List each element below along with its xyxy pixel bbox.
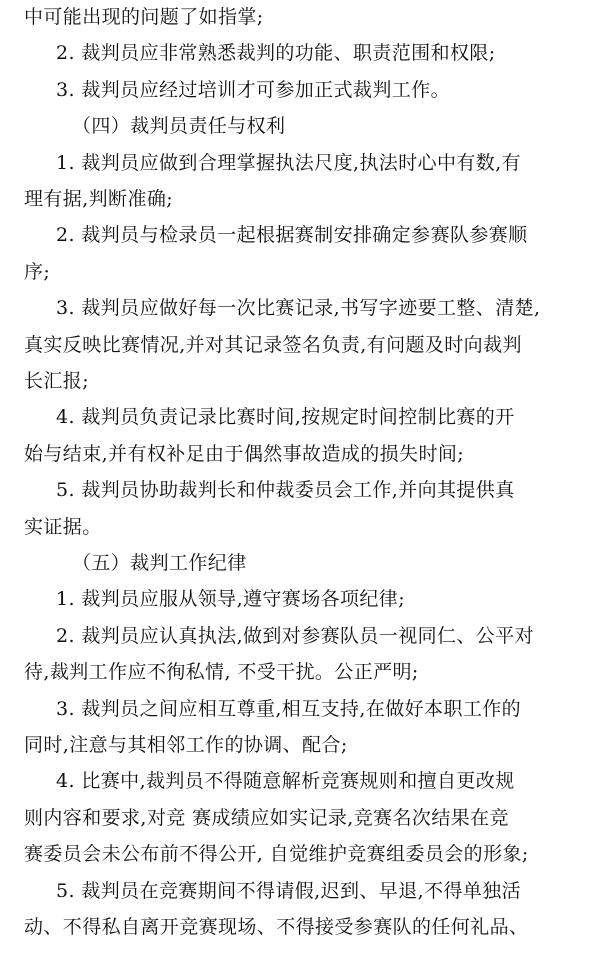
text-line: 3. 裁判员应做好每一次比赛记录,书写字迹要工整、清楚, [56,297,541,320]
text-line: 1. 裁判员应服从领导,遵守赛场各项纪律; [56,588,406,611]
text-line: 2. 裁判员应认真执法,做到对参赛队员一视同仁、公平对 [56,624,535,647]
text-line: 理有据,判断准确; [24,188,174,210]
text-line: 2. 裁判员应非常熟悉裁判的功能、职责范围和权限; [56,42,496,65]
text-line: 真实反映比赛情况,并对其记录签名负责,有问题及时向裁判 [24,333,522,356]
text-line: 始与结束,并有权补足由于偶然事故造成的损失时间; [24,442,465,465]
text-line: （四）裁判员责任与权利 [72,115,286,138]
text-line: 赛委员会未公布前不得公开, 自觉维护竞赛组委员会的形象; [24,843,529,866]
text-line: 动、不得私自离开竞赛现场、不得接受参赛队的任何礼品、 [24,916,529,938]
text-line: 4. 裁判员负责记录比赛时间,按规定时间控制比赛的开 [56,406,515,429]
text-line: 同时,注意与其相邻工作的协调、配合; [24,734,348,756]
text-line: 5. 裁判员协助裁判长和仲裁委员会工作,并向其提供真 [56,479,515,502]
text-line: 2. 裁判员与检录员一起根据赛制安排确定参赛队参赛顺 [56,224,528,247]
text-line: 3. 裁判员之间应相互尊重,相互支持,在做好本职工作的 [56,697,522,720]
text-line: 1. 裁判员应做到合理掌握执法尺度,执法时心中有数,有 [56,151,522,174]
text-line: 4. 比赛中,裁判员不得随意解析竞赛规则和擅自更改规 [56,770,515,793]
text-line: （五）裁判工作纪律 [72,552,247,574]
text-line: 长汇报; [24,370,90,392]
text-line: 中可能出现的问题了如指掌; [24,6,264,28]
text-line: 5. 裁判员在竞赛期间不得请假,迟到、早退,不得单独活 [56,879,522,902]
text-line: 则内容和要求,对竞 赛成绩应如实记录,竞赛名次结果在竞 [24,806,509,829]
text-line: 待,裁判工作应不徇私情, 不受干扰。公正严明; [24,661,419,684]
text-line: 实证据。 [24,515,102,538]
text-line: 3. 裁判员应经过培训才可参加正式裁判工作。 [56,78,450,101]
text-line: 序; [24,260,51,283]
